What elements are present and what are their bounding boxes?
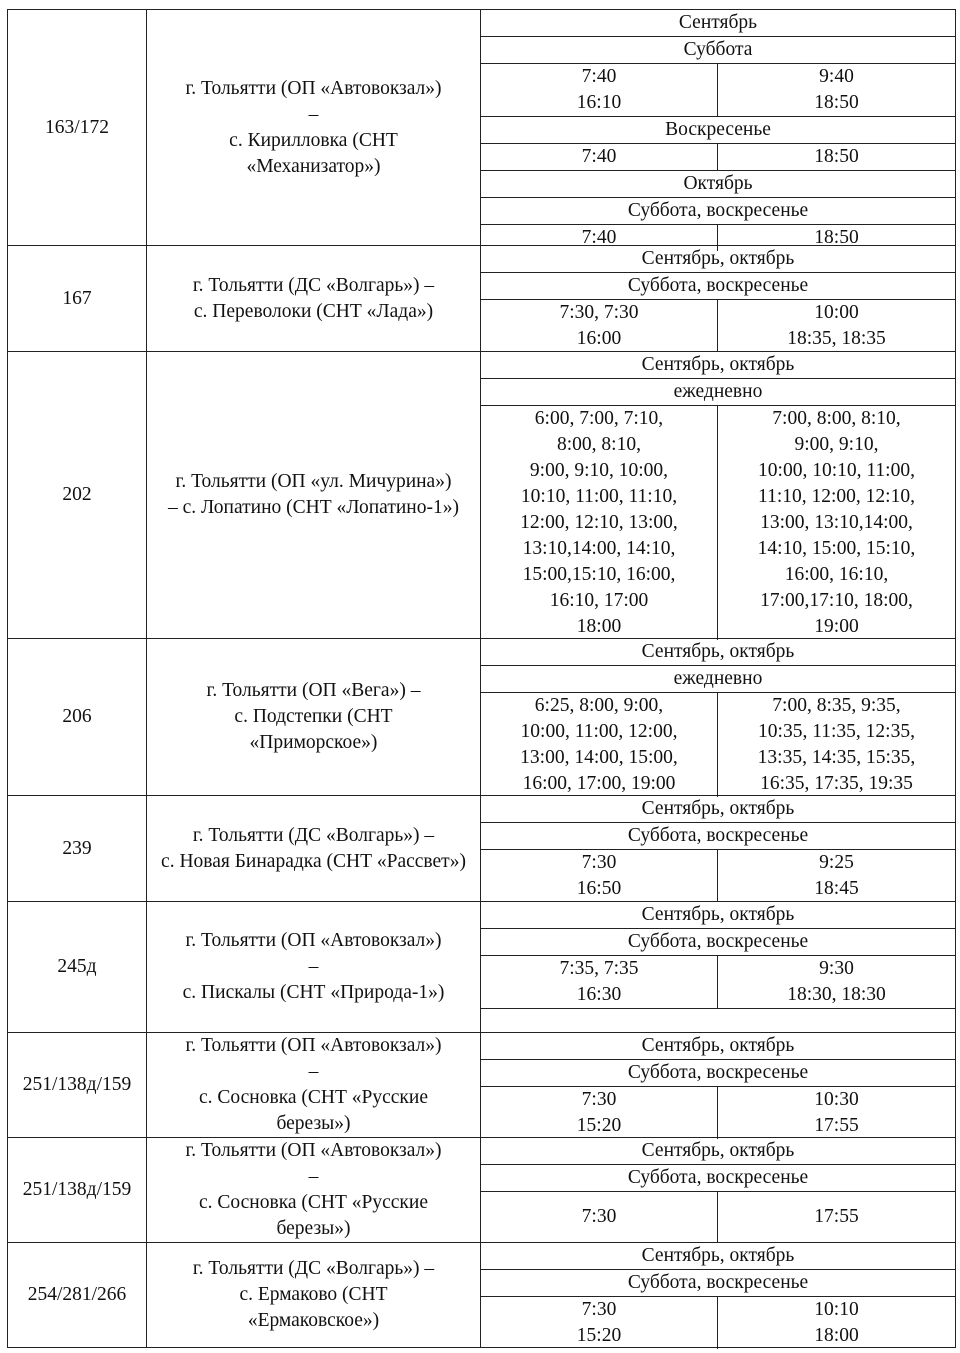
departure-time: 15:00,15:10, 16:00, — [522, 564, 676, 585]
departures-return — [718, 1297, 955, 1349]
route-line: г. Тольятти (ДС «Волгарь») – — [192, 824, 435, 846]
departure-time: 16:00 — [576, 328, 622, 349]
route-description — [147, 352, 481, 638]
departures-return — [718, 300, 955, 352]
schedule-cell — [481, 10, 955, 248]
schedule-row — [8, 1138, 955, 1243]
period-header: Сентябрь — [481, 10, 955, 37]
departures-return — [718, 144, 955, 170]
route-number — [8, 1033, 147, 1137]
route-line: – — [308, 1061, 319, 1082]
route-line: с. Сосновка (СНТ «Русские — [199, 1087, 428, 1108]
route-description — [147, 796, 481, 901]
schedule-cell — [481, 639, 955, 795]
period-header: Суббота, воскресенье — [481, 929, 955, 956]
departure-time: 16:00, 16:10, — [784, 564, 889, 585]
period-header: ежедневно — [481, 379, 955, 406]
departure-time: 9:00, 9:10, — [794, 434, 879, 455]
departure-time: 18:00 — [814, 1325, 859, 1346]
schedule-cell — [481, 902, 955, 1032]
route-line: с. Новая Бинарадка (СНТ «Рассвет») — [161, 850, 466, 872]
departures-outbound — [481, 300, 718, 352]
departure-time: 9:30 — [819, 958, 854, 979]
departure-time: 9:40 — [819, 66, 854, 87]
route-number — [8, 246, 147, 351]
route-line: с. Переволоки (СНТ «Лада») — [193, 300, 434, 322]
route-line: с. Кирилловка (СНТ — [229, 129, 398, 151]
departures-return — [718, 406, 955, 640]
period-header: Сентябрь, октябрь — [481, 639, 955, 666]
route-line: «Механизатор») — [246, 155, 381, 177]
route-line: г. Тольятти (ОП «Автовокзал») — [185, 77, 442, 99]
route-line: с. Пискалы (СНТ «Природа-1») — [182, 982, 445, 1003]
departure-times — [481, 956, 955, 1009]
period-header: Суббота, воскресенье — [481, 273, 955, 300]
route-number — [8, 796, 147, 901]
period-header: ежедневно — [481, 666, 955, 693]
departures-outbound — [481, 850, 718, 902]
departure-time: 7:00, 8:00, 8:10, — [772, 408, 901, 429]
period-header: Сентябрь, октябрь — [481, 1243, 955, 1270]
route-line: г. Тольятти (ОП «Автовокзал») — [185, 1035, 442, 1056]
route-line: березы») — [276, 1113, 351, 1134]
departure-time: 10:35, 11:35, 12:35, — [758, 721, 915, 742]
period-header: Суббота, воскресенье — [481, 1270, 955, 1297]
departure-time: 13:10,14:00, 14:10, — [522, 538, 676, 559]
departure-times — [481, 693, 955, 797]
departure-time: 7:40 — [581, 146, 617, 167]
route-line: г. Тольятти (ОП «ул. Мичурина») — [175, 471, 452, 492]
departure-time: 15:20 — [576, 1115, 622, 1136]
departures-outbound — [481, 956, 718, 1008]
schedule-cell — [481, 1243, 955, 1347]
departure-times — [481, 300, 955, 352]
period-header: Суббота, воскресенье — [481, 198, 955, 225]
departure-times — [481, 1192, 955, 1242]
route-number — [8, 902, 147, 1032]
period-header: Сентябрь, октябрь — [481, 1033, 955, 1060]
departure-time: 7:30 — [581, 852, 617, 873]
route-line: – — [308, 103, 319, 125]
departure-time: 10:00, 10:10, 11:00, — [758, 460, 915, 481]
route-description — [147, 1243, 481, 1347]
route-number-text: 239 — [62, 837, 92, 859]
bus-schedule-table — [7, 9, 956, 1348]
departure-time: 18:45 — [814, 878, 859, 899]
schedule-row — [8, 796, 955, 902]
route-number — [8, 1243, 147, 1347]
route-number-text: 251/138д/159 — [22, 1179, 132, 1200]
route-number — [8, 10, 147, 245]
route-line: с. Сосновка (СНТ «Русские — [199, 1192, 428, 1213]
departure-time: 6:00, 7:00, 7:10, — [534, 408, 664, 429]
departure-time: 17:55 — [814, 1206, 859, 1227]
period-header — [481, 1009, 955, 1035]
period-header: Суббота, воскресенье — [481, 1165, 955, 1192]
period-header: Суббота, воскресенье — [481, 1060, 955, 1087]
departures-outbound — [481, 693, 718, 797]
schedule-row — [8, 352, 955, 639]
departures-outbound — [481, 64, 718, 116]
departure-time: 13:35, 14:35, 15:35, — [757, 747, 916, 768]
route-line: – с. Лопатино (СНТ «Лопатино-1») — [168, 497, 459, 518]
departure-times — [481, 144, 955, 171]
period-header: Сентябрь, октябрь — [481, 352, 955, 379]
departures-return — [718, 850, 955, 902]
schedule-row — [8, 246, 955, 352]
schedule-row — [8, 1033, 955, 1138]
route-number-text: 202 — [62, 484, 92, 505]
route-line: г. Тольятти (ДС «Волгарь») – — [192, 274, 435, 296]
period-header: Сентябрь, октябрь — [481, 902, 955, 929]
departure-time: 18:30, 18:30 — [787, 984, 886, 1005]
departure-time: 17:00,17:10, 18:00, — [760, 590, 913, 611]
departure-time: 17:55 — [814, 1115, 859, 1136]
route-line: – — [308, 956, 319, 977]
departure-time: 19:00 — [814, 616, 859, 637]
departures-return — [718, 956, 955, 1008]
departures-outbound — [481, 406, 718, 640]
departure-time: 6:25, 8:00, 9:00, — [534, 695, 664, 716]
route-number-text: 206 — [62, 706, 92, 727]
departure-time: 16:35, 17:35, 19:35 — [760, 773, 913, 794]
schedule-row — [8, 902, 955, 1033]
departure-time: 16:10 — [576, 92, 622, 113]
departures-outbound — [481, 1297, 718, 1349]
departure-times — [481, 64, 955, 117]
route-number — [8, 352, 147, 638]
departure-time: 7:30 — [581, 1299, 617, 1320]
period-header: Воскресенье — [481, 117, 955, 144]
departure-time: 11:10, 12:00, 12:10, — [758, 486, 915, 507]
route-line: с. Ермаково (СНТ — [239, 1284, 388, 1305]
route-description — [147, 902, 481, 1032]
schedule-row — [8, 10, 955, 246]
route-number — [8, 1138, 147, 1242]
schedule-row — [8, 639, 955, 796]
route-line: г. Тольятти (ОП «Вега») – — [206, 680, 421, 701]
departure-time: 15:20 — [576, 1325, 622, 1346]
route-line: г. Тольятти (ДС «Волгарь») – — [192, 1258, 435, 1279]
route-number-text: 163/172 — [45, 116, 109, 138]
departure-time: 7:30, 7:30 — [559, 302, 639, 323]
route-line: березы») — [276, 1218, 351, 1239]
departure-time: 16:00, 17:00, 19:00 — [522, 773, 676, 794]
departure-time: 7:40 — [581, 66, 617, 87]
departure-time: 18:35, 18:35 — [787, 328, 886, 349]
departure-time: 7:30 — [581, 1089, 617, 1110]
departures-outbound — [481, 1192, 718, 1242]
departure-time: 7:40 — [581, 227, 617, 248]
departure-time: 16:50 — [576, 878, 622, 899]
schedule-cell — [481, 246, 955, 351]
route-line: с. Подстепки (СНТ — [234, 706, 393, 727]
departures-return — [718, 693, 955, 797]
period-header: Суббота — [481, 37, 955, 64]
departure-times — [481, 850, 955, 902]
period-header: Сентябрь, октябрь — [481, 246, 955, 273]
route-number — [8, 639, 147, 795]
departure-time: 8:00, 8:10, — [557, 434, 641, 455]
departures-return — [718, 64, 955, 116]
departure-time: 18:50 — [814, 146, 859, 167]
schedule-cell — [481, 1138, 955, 1242]
departure-time: 13:00, 14:00, 15:00, — [520, 747, 678, 768]
departures-return — [718, 1192, 955, 1242]
departure-time: 7:35, 7:35 — [559, 958, 639, 979]
departure-time: 12:00, 12:10, 13:00, — [520, 512, 678, 533]
period-header: Сентябрь, октябрь — [481, 1138, 955, 1165]
departure-time: 18:50 — [814, 227, 859, 248]
departure-time: 9:25 — [819, 852, 854, 873]
departure-time: 9:00, 9:10, 10:00, — [529, 460, 669, 481]
route-line: г. Тольятти (ОП «Автовокзал») — [185, 1140, 442, 1161]
departure-times — [481, 406, 955, 640]
departure-times — [481, 1087, 955, 1139]
departure-time: 10:00, 11:00, 12:00, — [520, 721, 678, 742]
departure-time: 13:00, 13:10,14:00, — [760, 512, 913, 533]
departures-outbound — [481, 1087, 718, 1139]
departure-time: 10:10, 11:00, 11:10, — [520, 486, 678, 507]
departure-time: 10:30 — [814, 1089, 859, 1110]
schedule-row — [8, 1243, 955, 1348]
departures-return — [718, 1087, 955, 1139]
period-header: Сентябрь, октябрь — [481, 796, 955, 823]
departure-time: 10:10 — [814, 1299, 859, 1320]
departure-time: 18:50 — [814, 92, 859, 113]
route-description — [147, 1138, 481, 1242]
departure-time: 18:00 — [576, 616, 622, 637]
departure-time: 16:10, 17:00 — [549, 590, 649, 611]
departure-times — [481, 1297, 955, 1349]
route-line: г. Тольятти (ОП «Автовокзал») — [185, 930, 442, 951]
schedule-cell — [481, 796, 955, 901]
departure-time: 10:00 — [814, 302, 859, 323]
departure-time: 16:30 — [576, 984, 622, 1005]
departure-time: 14:10, 15:00, 15:10, — [757, 538, 916, 559]
route-number-text: 167 — [62, 287, 92, 309]
route-number-text: 251/138д/159 — [22, 1074, 132, 1095]
route-description — [147, 1033, 481, 1137]
schedule-cell — [481, 352, 955, 638]
departure-time: 7:00, 8:35, 9:35, — [772, 695, 901, 716]
schedule-cell — [481, 1033, 955, 1137]
route-line: «Приморское») — [249, 732, 378, 753]
route-number-text: 245д — [57, 956, 97, 977]
departures-outbound — [481, 144, 718, 170]
route-line: «Ермаковское») — [247, 1310, 380, 1331]
departure-time: 7:30 — [581, 1206, 617, 1227]
route-description — [147, 10, 481, 245]
route-line: – — [308, 1166, 319, 1187]
period-header: Суббота, воскресенье — [481, 823, 955, 850]
route-number-text: 254/281/266 — [27, 1284, 127, 1305]
period-header: Октябрь — [481, 171, 955, 198]
route-description — [147, 639, 481, 795]
route-description — [147, 246, 481, 351]
